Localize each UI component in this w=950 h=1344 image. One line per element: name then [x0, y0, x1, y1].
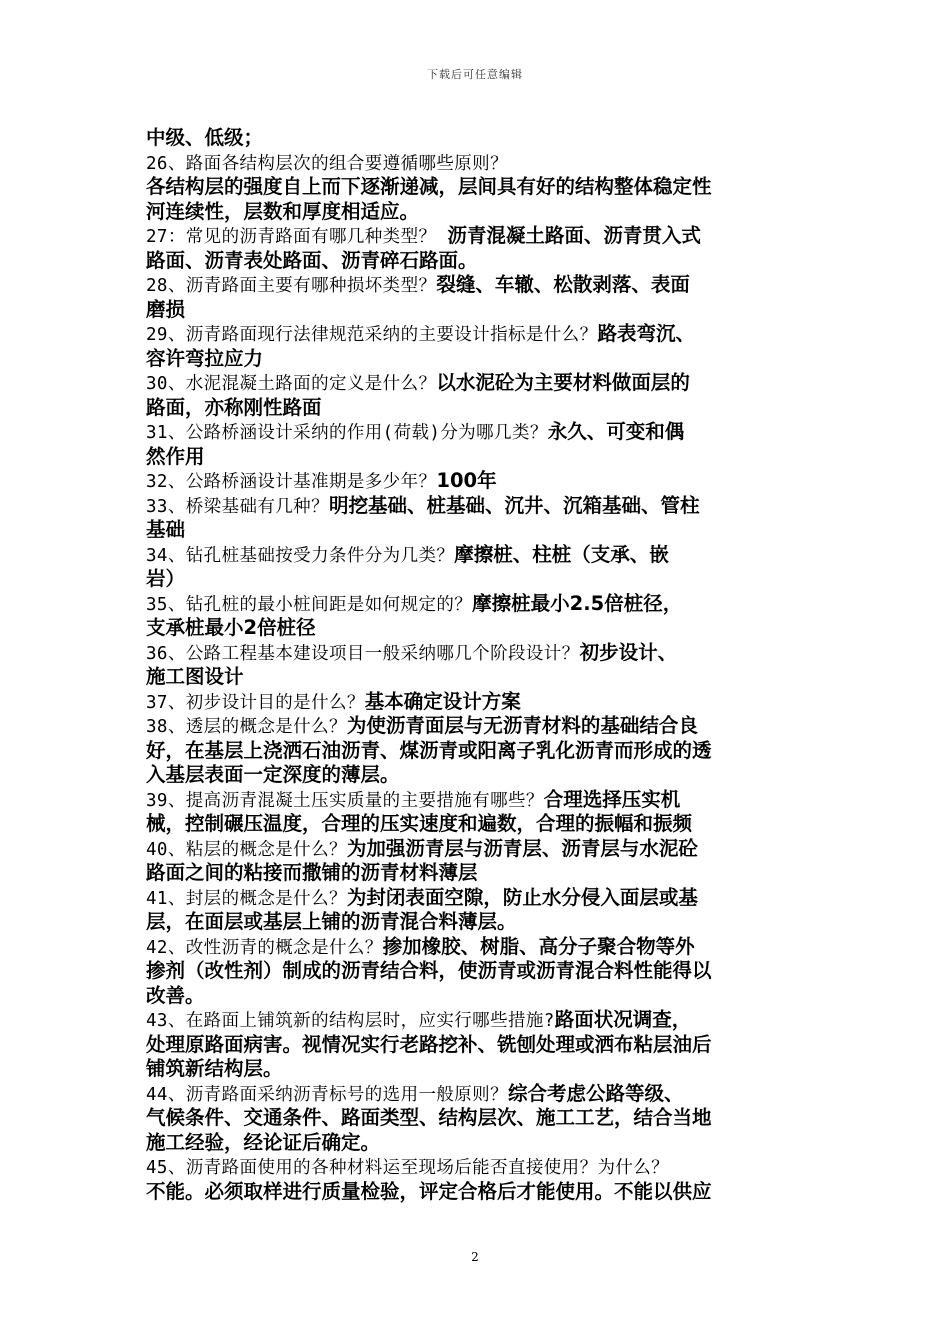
page-number: 2: [471, 1250, 479, 1264]
text-line: [146, 837, 832, 862]
text-line: [146, 567, 832, 592]
answer-text: 路面，亦称刚性路面: [146, 395, 322, 419]
text-line: [146, 910, 832, 935]
text-line: [146, 1008, 832, 1033]
question-text: 31、公路桥涵设计采纳的作用(荷载)分为哪几类？: [146, 423, 548, 443]
answer-text: 基础: [146, 518, 186, 541]
answer-text: 磨损: [146, 297, 186, 321]
question-text: 44、沥青路面采纳沥青标号的选用一般原则？: [146, 1084, 508, 1105]
question-text: 39、提高沥青混凝土压实质量的主要措施有哪些？: [146, 790, 544, 811]
text-line: [146, 739, 832, 764]
answer-text: 中级、低级；: [146, 126, 264, 149]
text-line: [146, 371, 832, 396]
question-text: 35、钻孔桩的最小桩间距是如何规定的？: [146, 594, 473, 615]
text-line: [146, 984, 832, 1009]
question-text: 26、路面各结构层次的组合要遵循哪些原则？: [146, 153, 508, 174]
answer-text: 摩擦桩、柱桩（支承、嵌: [454, 542, 669, 566]
text-line: [146, 616, 832, 641]
text-line: [146, 763, 832, 788]
text-line: [146, 126, 832, 151]
answer-text: 施工经验，经论证后确定。: [146, 1130, 381, 1154]
answer-text: 施工图设计: [146, 665, 244, 688]
question-text: 33、桥梁基础有几种？: [146, 496, 329, 517]
answer-text: 以水泥砼为主要材料做面层的: [436, 371, 690, 394]
text-line: [146, 665, 832, 690]
text-line: [146, 420, 832, 445]
text-line: [146, 1131, 832, 1156]
text-line: [146, 788, 832, 813]
text-line: [146, 396, 832, 421]
text-line: [146, 469, 832, 494]
answer-text: 摩擦桩最小2.5倍桩径，: [472, 591, 683, 615]
answer-text: 为使沥青面层与无沥青材料的基础结合良: [346, 714, 698, 737]
answer-text: 路面之间的粘接而撒铺的沥青材料薄层: [146, 861, 478, 884]
text-line: [146, 543, 832, 568]
answer-text: 为封闭表面空隙，防止水分侵入面层或基: [346, 885, 698, 909]
answer-text: 支承桩最小2倍桩径: [146, 616, 316, 639]
answer-text: 合理选择压实机: [543, 787, 681, 811]
answer-text: 气候条件、交通条件、路面类型、结构层次、施工工艺，结合当地: [146, 1106, 712, 1129]
text-line: [146, 273, 832, 298]
answer-text: 路面状况调查，: [554, 1008, 692, 1031]
answer-text: 械，控制碾压温度，合理的压实速度和遍数，合理的振幅和振频: [146, 812, 693, 835]
question-text: 37、初步设计目的是什么？: [146, 692, 365, 713]
answer-text: 不能。必须取样进行质量检验，评定合格后才能使用。不能以供应: [146, 1179, 712, 1203]
text-line: [146, 690, 832, 715]
text-line: [146, 935, 832, 960]
question-text: 42、改性沥青的概念是什么？: [146, 937, 383, 958]
question-text: 32、公路桥涵设计基准期是多少年？: [146, 472, 437, 492]
text-line: [146, 812, 832, 837]
answer-text: 河连续性，层数和厚度相适应。: [146, 199, 420, 223]
text-line: [146, 886, 832, 911]
text-line: [146, 1106, 832, 1131]
question-text: 38、透层的概念是什么？: [146, 717, 347, 737]
text-line: [146, 200, 832, 225]
answer-text: 掺加橡胶、树脂、高分子聚合物等外: [382, 934, 695, 958]
text-line: [146, 249, 832, 274]
answer-text: 100年: [436, 469, 497, 492]
text-line: [146, 1057, 832, 1082]
answer-text: 层，在面层或基层上铺的沥青混合料薄层。: [146, 910, 517, 933]
question-text: 30、水泥混凝土路面的定义是什么？: [146, 374, 437, 394]
text-line: [146, 224, 832, 249]
text-line: [146, 1033, 832, 1058]
answer-text: 好，在基层上浇洒石油沥青、煤沥青或阳离子乳化沥青而形成的透: [146, 738, 712, 762]
text-line: [146, 714, 832, 739]
question-text: 34、钻孔桩基础按受力条件分为几类？: [146, 545, 455, 566]
answer-text: 基本确定设计方案: [364, 689, 521, 713]
text-line: [146, 1155, 832, 1180]
answer-text: 各结构层的强度自上而下逐渐递减，层间具有好的结构整体稳定性: [146, 175, 712, 198]
answer-text: 路面、沥青表处路面、沥青碎石路面。: [146, 248, 478, 272]
answer-text: 容许弯拉应力: [146, 346, 264, 370]
question-text: 27：常见的沥青路面有哪几种类型？: [146, 227, 448, 247]
question-text: 43、在路面上铺筑新的结构层时，应实行哪些措施?: [146, 1011, 555, 1031]
answer-text: 初步设计、: [579, 640, 678, 664]
text-line: [146, 494, 832, 519]
answer-text: 为加强沥青层与沥青层、沥青层与水泥砼: [346, 836, 698, 860]
question-text: 36、公路工程基本建设项目一般采纳哪几个阶段设计？: [146, 643, 580, 664]
text-line: [146, 347, 832, 372]
question-text: 28、沥青路面主要有哪种损坏类型？: [146, 276, 437, 296]
answer-text: 铺筑新结构层。: [146, 1057, 283, 1080]
answer-text: 处理原路面病害。视情况实行老路挖补、铣刨处理或洒布粘层油后: [146, 1032, 712, 1056]
answer-text: 然作用: [146, 444, 205, 468]
page-header: 下载后可任意编辑: [427, 68, 523, 81]
answer-text: 裂缝、车辙、松散剥落、表面: [436, 273, 690, 296]
answer-text: 综合考虑公路等级、: [507, 1081, 684, 1105]
text-line: [146, 175, 832, 200]
text-line: [146, 861, 832, 886]
text-line: [146, 298, 832, 323]
question-text: 29、沥青路面现行法律规范采纳的主要设计指标是什么？: [146, 325, 598, 345]
text-line: [146, 518, 832, 543]
text-line: [146, 1180, 832, 1205]
answer-text: 岩）: [146, 567, 186, 590]
answer-text: 永久、可变和偶: [547, 420, 685, 443]
text-line: [146, 322, 832, 347]
question-text: 45、沥青路面使用的各种材料运至现场后能否直接使用？为什么？: [146, 1158, 670, 1178]
text-line: [146, 641, 832, 666]
question-text: 41、封层的概念是什么？: [146, 888, 347, 909]
document-body: [146, 126, 832, 1204]
answer-text: 沥青混凝土路面、沥青贯入式: [447, 224, 701, 247]
text-line: [146, 959, 832, 984]
text-line: [146, 1082, 832, 1107]
question-text: 40、粘层的概念是什么？: [146, 839, 347, 860]
text-line: [146, 445, 832, 470]
answer-text: 掺剂（改性剂）制成的沥青结合料，使沥青或沥青混合料性能得以: [146, 959, 712, 982]
answer-text: 路表弯沉、: [597, 322, 695, 345]
answer-text: 改善。: [146, 983, 205, 1007]
text-line: [146, 592, 832, 617]
answer-text: 明挖基础、桩基础、沉井、沉箱基础、管柱: [328, 493, 700, 517]
answer-text: 入基层表面一定深度的薄层。: [146, 763, 400, 786]
text-line: [146, 151, 832, 176]
